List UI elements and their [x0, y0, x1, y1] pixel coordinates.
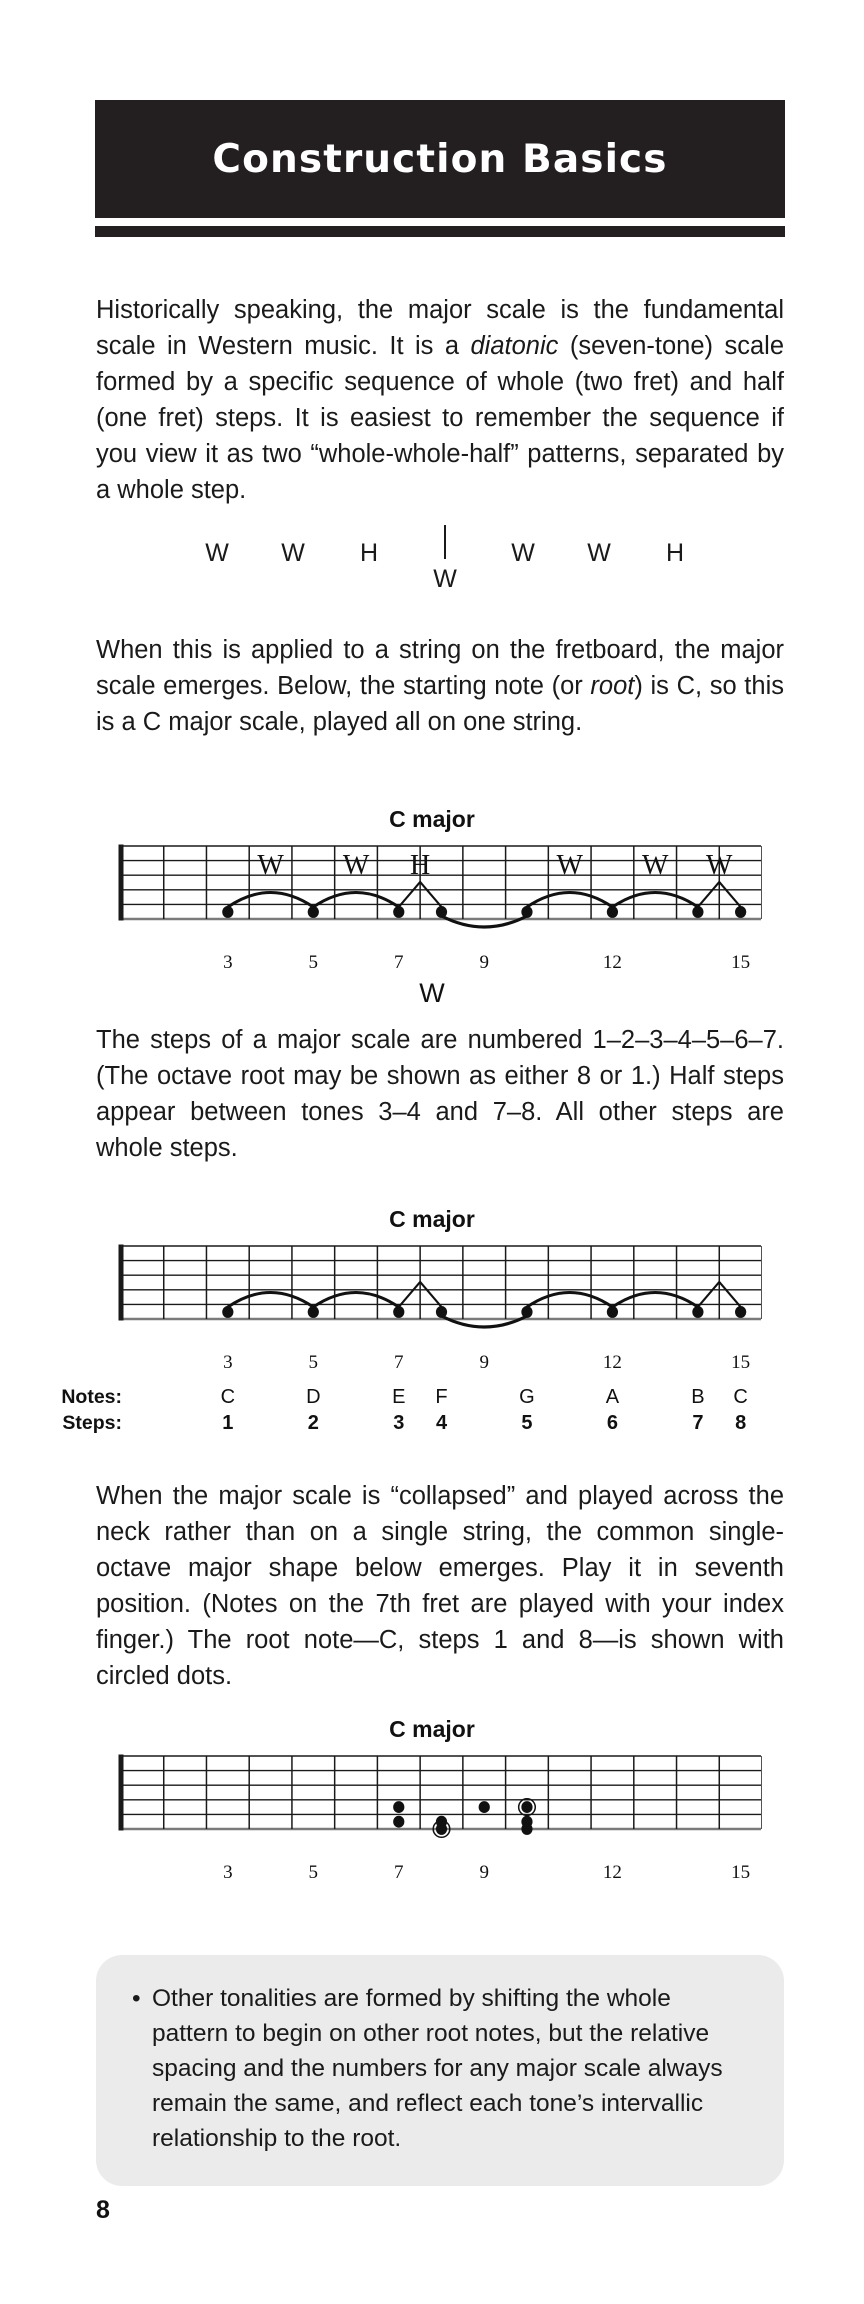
callout-bullet: • Other tonalities are formed by shifting the whole pattern to begin on other root notes, but the relative spacing and the numbers for any major scale always remain the same, and reflect each tone’s intervallic relationship to the root.	[130, 1981, 750, 2156]
step-cell: 5	[521, 1412, 533, 1434]
note-cell: C	[220, 1386, 236, 1408]
diagram2-fretboard	[118, 1238, 762, 1346]
fret-number: 15	[731, 1352, 751, 1373]
diagram1-fretboard	[118, 838, 762, 946]
step-right-2: W	[587, 539, 611, 567]
paragraph-fretboard-intro: When this is applied to a string on the fretboard, the major scale emerges. Below, the starting note (or root) is C, so this is a C major scale, played all on one string.	[96, 636, 784, 736]
svg-text:H: H	[410, 849, 431, 881]
diagram2-title: C major	[389, 1206, 475, 1232]
diagram1-title: C major	[389, 806, 475, 832]
fret-number: 5	[308, 1352, 319, 1373]
fret-number: 9	[479, 1352, 489, 1373]
diagram2-fretboard-svg	[118, 1238, 762, 1346]
fret-number: 12	[602, 952, 622, 973]
step-cell: 8	[735, 1412, 747, 1434]
fret-number: 7	[394, 1352, 404, 1373]
note-cell: C	[733, 1386, 748, 1408]
note-cell: F	[435, 1386, 448, 1408]
step-left-2: W	[281, 539, 305, 567]
svg-text:W: W	[257, 849, 284, 881]
fret-number: 7	[394, 1862, 404, 1883]
step-cell: 7	[692, 1412, 704, 1434]
note-cell: G	[519, 1386, 535, 1408]
fret-number: 15	[731, 952, 751, 973]
fret-number: 3	[223, 952, 233, 973]
diagram3-title: C major	[389, 1716, 475, 1742]
step-separator-tick	[444, 525, 446, 559]
step-sequence-row	[96, 525, 784, 595]
diagram1-fret-numbers	[118, 952, 762, 978]
diagram3-fretboard	[118, 1748, 762, 1856]
fret-number: 12	[602, 1862, 622, 1883]
fret-number: 5	[308, 952, 319, 973]
note-cell: E	[392, 1386, 406, 1408]
notes-row-label: Notes:	[61, 1386, 122, 1408]
diagram3-fret-numbers	[118, 1862, 762, 1888]
step-separator-label: W	[433, 565, 457, 593]
note-cell: D	[306, 1386, 321, 1408]
paragraph-collapsed-shape: When the major scale is “collapsed” and played across the neck rather than on a single string, the common single-octave major shape below emerges. Play it in seventh position. (Notes on the 7th fret are played with your index finger.) The root note—C, steps 1 and 8—is shown with circled dots.	[96, 1482, 784, 1690]
diagram3-fretboard-svg	[118, 1748, 762, 1856]
fret-number: 3	[223, 1352, 233, 1373]
diagram1-fretboard-svg	[118, 838, 762, 946]
header-divider-rule	[95, 226, 785, 237]
diagram1-below-label: W	[419, 978, 445, 1008]
step-cell: 3	[393, 1412, 405, 1434]
fret-number: 7	[394, 952, 404, 973]
callout-box	[96, 1955, 784, 2186]
fret-number: 9	[479, 952, 489, 973]
svg-text:W: W	[342, 849, 370, 881]
fret-number: 5	[308, 1862, 319, 1883]
fret-number: 9	[479, 1862, 489, 1883]
fret-number: 15	[731, 1862, 751, 1883]
note-cell: B	[691, 1386, 705, 1408]
page-title: Construction Basics	[212, 136, 668, 182]
callout-bullet-list	[130, 1981, 750, 2156]
step-left-1: W	[205, 539, 229, 567]
fret-number: 12	[602, 1352, 622, 1373]
page-number: 8	[96, 2196, 110, 2224]
step-cell: 6	[606, 1412, 618, 1434]
svg-text:W: W	[706, 849, 733, 881]
step-right-1: W	[511, 539, 535, 567]
svg-text:W: W	[556, 849, 583, 881]
step-cell: 4	[435, 1412, 448, 1434]
svg-text:W: W	[641, 849, 669, 881]
chapter-header-bar	[95, 100, 785, 218]
fret-number: 3	[223, 1862, 233, 1883]
step-right-3: H	[665, 539, 685, 567]
steps-row-label: Steps:	[62, 1412, 122, 1434]
paragraph-intro: Historically speaking, the major scale is the fundamental scale in Western music. It is a diatonic (seven-tone) scale formed by a specific sequence of whole (two fret) and half (one fret) steps. It is easiest to remember the sequence if you view it as two “whole-whole-half” patterns, separated by a whole step.	[96, 296, 784, 504]
paragraph-step-numbers: The steps of a major scale are numbered 1–2–3–4–5–6–7. (The octave root may be shown as either 8 or 1.) Half steps appear between tones 3–4 and 7–8. All other steps are whole steps.	[96, 1026, 784, 1162]
step-left-3: H	[359, 539, 379, 567]
diagram2-fret-numbers	[118, 1352, 762, 1378]
note-cell: A	[605, 1386, 620, 1408]
step-cell: 1	[222, 1412, 234, 1434]
step-cell: 2	[307, 1412, 319, 1434]
